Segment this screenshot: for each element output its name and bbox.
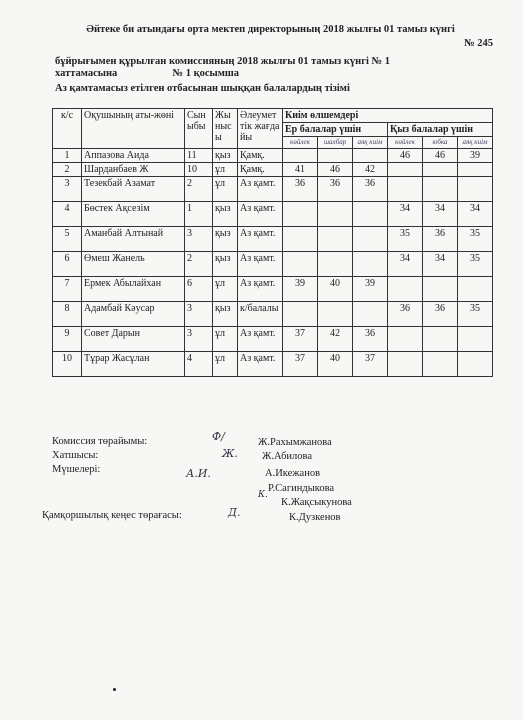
cell-name: Аппазова Аида	[82, 149, 185, 163]
cell-sex: қыз	[213, 252, 238, 277]
cell-sex: ұл	[213, 327, 238, 352]
cell-g2	[423, 177, 458, 202]
cell-b2: 40	[318, 352, 353, 377]
col-header-girls: Қыз балалар үшін	[388, 123, 493, 137]
cell-sex: қыз	[213, 149, 238, 163]
cell-b3	[353, 227, 388, 252]
table-row	[53, 227, 493, 252]
cell-g1	[388, 277, 423, 302]
cell-b1	[283, 149, 318, 163]
col-header-no: к/с	[53, 109, 82, 149]
table-row	[53, 163, 493, 177]
cell-b2: 46	[318, 163, 353, 177]
cell-sex: қыз	[213, 227, 238, 252]
cell-b3: 39	[353, 277, 388, 302]
header-line-4c: қосымша	[193, 68, 240, 79]
cell-b2	[318, 149, 353, 163]
cell-no: 5	[53, 227, 82, 252]
chair-label: Комиссия төрайымы:	[52, 436, 148, 447]
cell-b2	[318, 227, 353, 252]
cell-grade: 11	[185, 149, 213, 163]
header-line-4a: хаттамасына	[55, 68, 118, 79]
cell-grade: 3	[185, 227, 213, 252]
col-header-sizes: Киім өлшемдері	[283, 109, 493, 123]
cell-g1: 36	[388, 302, 423, 327]
cell-g1	[388, 163, 423, 177]
cell-sex: ұл	[213, 352, 238, 377]
col-header-social: Әлеуметтік жағдайы	[238, 109, 283, 149]
chair-name: Ж.Рахымжанова	[258, 437, 332, 448]
cell-sex: ұл	[213, 163, 238, 177]
cell-no: 8	[53, 302, 82, 327]
cell-g1: 35	[388, 227, 423, 252]
cell-sex: ұл	[213, 277, 238, 302]
cell-g2: 36	[423, 227, 458, 252]
cell-social: Аз қамт.	[238, 327, 283, 352]
header-line-4b: № 1	[172, 68, 191, 79]
cell-g1: 46	[388, 149, 423, 163]
member-2-name: Р.Сагиндыкова	[268, 483, 335, 494]
cell-name: Өмеш Жанель	[82, 252, 185, 277]
cell-g3	[458, 277, 493, 302]
cell-g3	[458, 327, 493, 352]
cell-name: Тұрар Жасұлан	[82, 352, 185, 377]
table-row	[53, 302, 493, 327]
subheader-girls-skirt: юбка	[423, 137, 458, 149]
cell-grade: 4	[185, 352, 213, 377]
cell-g3: 39	[458, 149, 493, 163]
cell-no: 2	[53, 163, 82, 177]
cell-b3	[353, 149, 388, 163]
cell-b1	[283, 252, 318, 277]
member-3-signature: К.	[258, 490, 268, 500]
cell-g1: 34	[388, 252, 423, 277]
cell-grade: 3	[185, 327, 213, 352]
cell-name: Шарданбаев Ж	[82, 163, 185, 177]
cell-b2	[318, 202, 353, 227]
cell-sex: қыз	[213, 202, 238, 227]
cell-grade: 2	[185, 252, 213, 277]
cell-b1	[283, 202, 318, 227]
cell-g1	[388, 177, 423, 202]
order-number: № 245	[464, 38, 493, 49]
subheader-boys-shoes: аяқ киім	[353, 137, 388, 149]
cell-social: Аз қамт.	[238, 177, 283, 202]
header-line-4	[55, 68, 239, 79]
cell-g2: 34	[423, 202, 458, 227]
cell-b3	[353, 252, 388, 277]
cell-g3: 35	[458, 227, 493, 252]
col-header-name: Оқушының аты-жөні	[82, 109, 185, 149]
cell-no: 6	[53, 252, 82, 277]
header-line-3: бұйрығымен құрылған комиссияның 2018 жылғы 01 тамыз күнгі № 1	[55, 56, 390, 67]
cell-grade: 1	[185, 202, 213, 227]
cell-sex: қыз	[213, 302, 238, 327]
cell-b1: 37	[283, 327, 318, 352]
cell-name: Бөстек Ақсезім	[82, 202, 185, 227]
cell-name: Ермек Абылайхан	[82, 277, 185, 302]
document-title: Аз қамтамасыз етілген отбасынан шыққан балалардың тізімі	[55, 83, 350, 94]
member-1-name: А.Икежанов	[265, 468, 321, 479]
col-header-grade: Сыныбы	[185, 109, 213, 149]
cell-g1: 34	[388, 202, 423, 227]
cell-social: Аз қамт.	[238, 202, 283, 227]
cell-name: Совет Дарын	[82, 327, 185, 352]
members-label: Мүшелері:	[52, 464, 101, 475]
cell-g3: 34	[458, 202, 493, 227]
table-row	[53, 202, 493, 227]
cell-b2	[318, 252, 353, 277]
cell-b1: 36	[283, 177, 318, 202]
col-header-boys: Ер балалар үшін	[283, 123, 388, 137]
col-header-sex: Жынысы	[213, 109, 238, 149]
cell-b3: 42	[353, 163, 388, 177]
subheader-girls-dress: көйлек	[388, 137, 423, 149]
secretary-signature: Ж.	[222, 447, 238, 460]
table-row	[53, 177, 493, 202]
cell-social: Аз қамт.	[238, 252, 283, 277]
cell-b3: 36	[353, 177, 388, 202]
cell-g2	[423, 327, 458, 352]
cell-g2: 34	[423, 252, 458, 277]
cell-no: 1	[53, 149, 82, 163]
cell-social: Қамқ.	[238, 149, 283, 163]
subheader-boys-trousers: шалбар	[318, 137, 353, 149]
member-signature: А.И.	[186, 467, 211, 480]
cell-g3: 35	[458, 302, 493, 327]
cell-b1: 41	[283, 163, 318, 177]
cell-social: Аз қамт.	[238, 227, 283, 252]
council-signature: Д.	[228, 506, 241, 519]
cell-b1: 37	[283, 352, 318, 377]
cell-grade: 10	[185, 163, 213, 177]
cell-g3	[458, 163, 493, 177]
cell-g3	[458, 352, 493, 377]
council-name: К.Дузкенов	[289, 512, 341, 523]
cell-g1	[388, 352, 423, 377]
table-row	[53, 352, 493, 377]
cell-g2	[423, 277, 458, 302]
secretary-label: Хатшысы:	[52, 450, 99, 461]
cell-no: 7	[53, 277, 82, 302]
cell-sex: ұл	[213, 177, 238, 202]
cell-no: 3	[53, 177, 82, 202]
table-row	[53, 327, 493, 352]
cell-g2: 46	[423, 149, 458, 163]
cell-b3	[353, 202, 388, 227]
chair-signature: Ф/	[212, 430, 225, 443]
subheader-girls-shoes: аяқ киім	[458, 137, 493, 149]
students-table	[52, 108, 493, 377]
cell-social: Аз қамт.	[238, 277, 283, 302]
table-row	[53, 252, 493, 277]
scan-mark	[113, 688, 116, 691]
cell-b3: 36	[353, 327, 388, 352]
cell-b3: 37	[353, 352, 388, 377]
cell-g3: 35	[458, 252, 493, 277]
secretary-name: Ж.Абилова	[262, 451, 313, 462]
cell-social: к/балалы	[238, 302, 283, 327]
cell-name: Адамбай Кәусар	[82, 302, 185, 327]
cell-b1: 39	[283, 277, 318, 302]
cell-b3	[353, 302, 388, 327]
cell-grade: 2	[185, 177, 213, 202]
council-label: Қамқоршылық кеңес төрағасы:	[42, 510, 182, 521]
cell-g3	[458, 177, 493, 202]
cell-b2	[318, 302, 353, 327]
header-line-1: Әйтеке би атындағы орта мектеп директорының 2018 жылғы 01 тамыз күнгі	[86, 24, 455, 35]
table-row	[53, 149, 493, 163]
cell-b2: 36	[318, 177, 353, 202]
table-row	[53, 277, 493, 302]
cell-g2	[423, 352, 458, 377]
cell-social: Аз қамт.	[238, 352, 283, 377]
cell-g2: 36	[423, 302, 458, 327]
cell-no: 9	[53, 327, 82, 352]
cell-b1	[283, 227, 318, 252]
member-3-name: К.Жақсыкунова	[281, 497, 352, 508]
cell-g2	[423, 163, 458, 177]
cell-b2: 40	[318, 277, 353, 302]
cell-b2: 42	[318, 327, 353, 352]
cell-grade: 3	[185, 302, 213, 327]
subheader-boys-shirt: көйлек	[283, 137, 318, 149]
cell-social: Қамқ.	[238, 163, 283, 177]
cell-no: 4	[53, 202, 82, 227]
cell-grade: 6	[185, 277, 213, 302]
cell-b1	[283, 302, 318, 327]
cell-no: 10	[53, 352, 82, 377]
cell-name: Аманбай Алтынай	[82, 227, 185, 252]
cell-g1	[388, 327, 423, 352]
cell-name: Тезекбай Азамат	[82, 177, 185, 202]
